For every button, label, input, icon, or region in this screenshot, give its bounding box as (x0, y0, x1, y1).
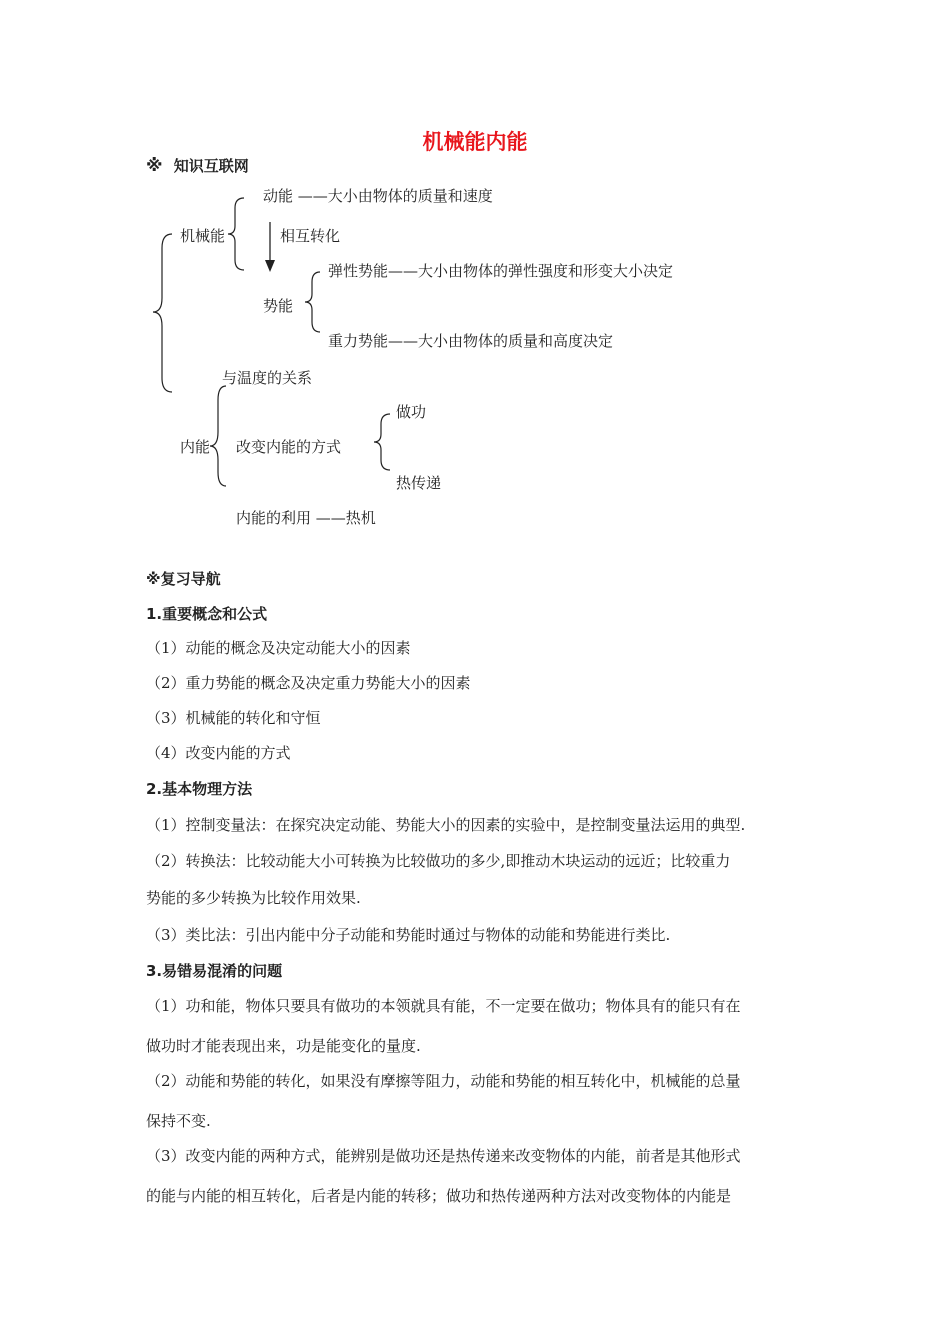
brace-mechanical (228, 198, 244, 270)
map-gravity: 重力势能——大小由物体的质量和高度决定 (328, 332, 614, 350)
map-convert: 相互转化 (280, 227, 341, 245)
map-change: 改变内能的方式 (236, 438, 342, 456)
map-temp: 与温度的关系 (222, 369, 313, 387)
map-work: 做功 (396, 403, 427, 421)
list-item: （3）改变内能的两种方式，能辨别是做功还是热传递来改变物体的内能，前者是其他形式 (146, 1147, 741, 1165)
map-heat: 热传递 (396, 474, 442, 492)
heading-methods: 2.基本物理方法 (146, 780, 253, 798)
map-mechanical: 机械能 (180, 227, 226, 245)
map-potential: 势能 (263, 297, 294, 315)
list-item: 保持不变. (146, 1112, 211, 1130)
brace-potential (305, 272, 320, 332)
list-item: （2）动能和势能的转化，如果没有摩擦等阻力，动能和势能的相互转化中，机械能的总量 (146, 1072, 741, 1090)
brace-internal (210, 386, 226, 486)
reference-mark-icon: ※ (146, 156, 163, 176)
list-item: （2）重力势能的概念及决定重力势能大小的因素 (146, 674, 471, 692)
brace-main (153, 234, 172, 392)
list-item: （1）功和能，物体只要具有做功的本领就具有能，不一定要在做功；物体具有的能只有在 (146, 997, 741, 1015)
list-item: （2）转换法：比较动能大小可转换为比较做功的多少,即推动木块运动的远近；比较重力 (146, 852, 731, 870)
map-elastic: 弹性势能——大小由物体的弹性强度和形变大小决定 (328, 262, 674, 280)
map-kinetic: 动能 ——大小由物体的质量和速度 (263, 187, 493, 205)
list-item: 势能的多少转换为比较作用效果. (146, 889, 361, 907)
list-item: （3）类比法：引出内能中分子动能和势能时通过与物体的动能和势能进行类比. (146, 926, 671, 944)
list-item: （1）动能的概念及决定动能大小的因素 (146, 639, 411, 657)
section-review-heading: ※复习导航 (146, 570, 221, 588)
list-item: （3）机械能的转化和守恒 (146, 709, 321, 727)
list-item: 做功时才能表现出来，功是能变化的量度. (146, 1037, 421, 1055)
brace-methods (374, 414, 390, 470)
list-item: （1）控制变量法：在探究决定动能、势能大小的因素的实验中，是控制变量法运用的典型. (146, 816, 746, 834)
section-knowledge-title: 知识互联网 (173, 157, 249, 175)
heading-mistakes: 3.易错易混淆的问题 (146, 962, 283, 980)
list-item: （4）改变内能的方式 (146, 744, 291, 762)
page-title: 机械能内能 (422, 130, 528, 154)
heading-concepts: 1.重要概念和公式 (146, 605, 268, 623)
map-internal: 内能 (180, 438, 211, 456)
map-use: 内能的利用 ——热机 (236, 509, 376, 527)
convert-arrow-head (265, 260, 275, 272)
list-item: 的能与内能的相互转化，后者是内能的转移；做功和热传递两种方法对改变物体的内能是 (146, 1187, 732, 1205)
